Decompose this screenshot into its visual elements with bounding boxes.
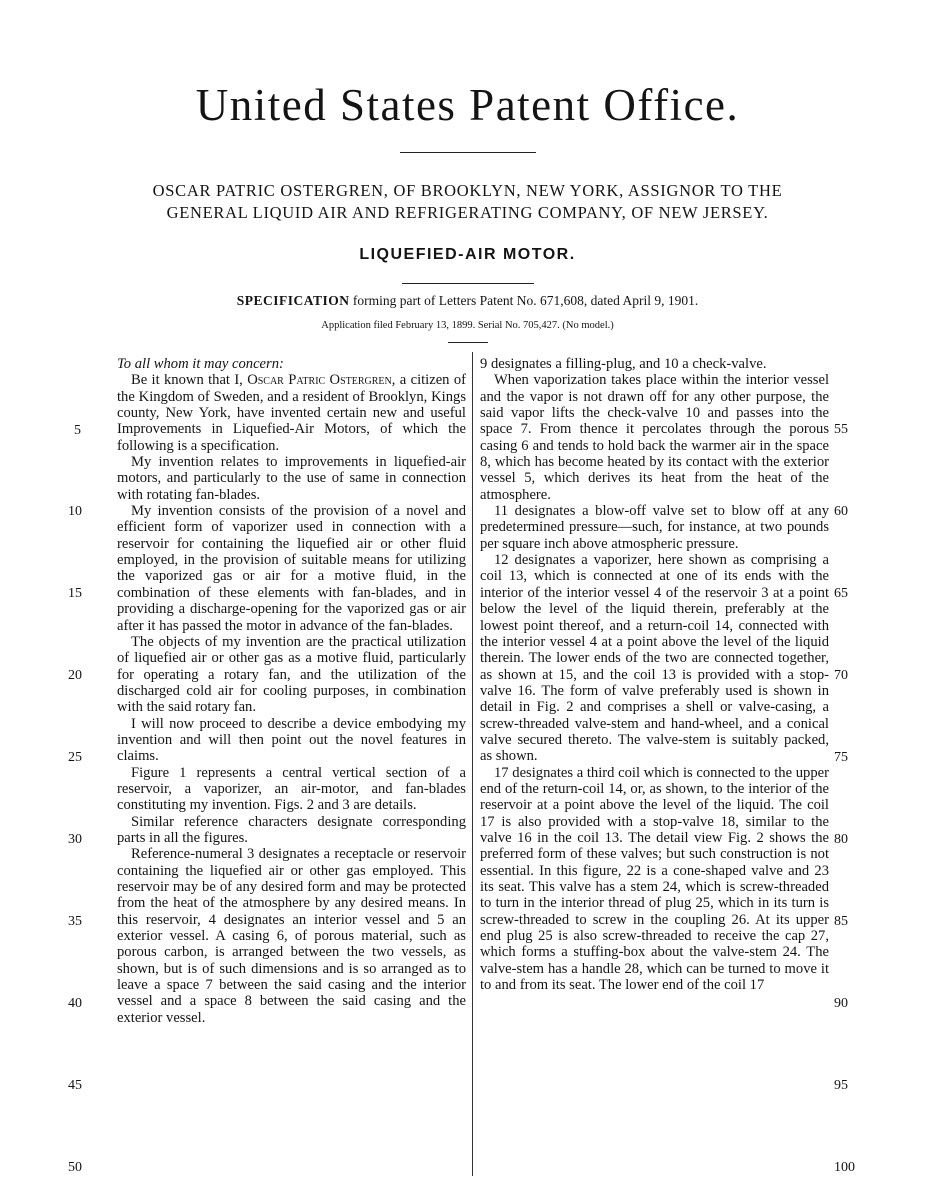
line-number: 60 — [834, 504, 848, 519]
paragraph: 17 designates a third coil which is connected to the upper end of the return-coil 14, or, as shown, to the interior of the reservoir at a point above the level of the liquid. The coil 17 is also provided with a stop-valve 18, similar to the valve 16 in the coil 13. The detail view Fig. 2 shows the preferred form of these valves; but such construction is not essential. In this figure, 22 is a cone-shaped valve and 23 its seat. This valve has a stem 24, which is screw-threaded to turn in the interior thread of plug 25, which in its turn is screw-threaded to screw in the coupling 26. At its upper end plug 25 is also screw-threaded to receive the cap 27, which forms a stuffing-box about the valve-stem 24. The valve-stem has a handle 28, which can be turned to move it to and from its seat. The lower end of the coil 17 — [480, 764, 829, 994]
paragraph: Similar reference characters designate corresponding parts in all the figures. — [117, 813, 466, 846]
paragraph: When vaporization takes place within the interior vessel and the vapor is not drawn off for any other purpose, the said vapor lifts the check-valve 10 and passes into the space 7. From thence it percolates through the porous casing 6 and tends to hold back the warmer air in the space 8, which has become heated by its contact with the exterior vessel 5, which derives its heat from the heat of the atmosphere. — [480, 372, 829, 503]
paragraph: Figure 1 represents a central vertical section of a reservoir, a vaporizer, an air-motor, and fan-blades constituting my invention. Figs. 2 and 3 are details. — [117, 764, 466, 814]
line-number: 55 — [834, 422, 848, 437]
line-number: 85 — [834, 914, 848, 929]
paragraph: The objects of my invention are the practical utilization of liquefied air or other gas as a motive fluid, particularly for operating a rotary fan, and the utilization of the discharged cold air for cooling purposes, in combination with the said rotary fan. — [117, 633, 466, 716]
application-rule — [448, 342, 488, 343]
line-number: 65 — [834, 586, 848, 601]
paragraph: 12 designates a vaporizer, here shown as comprising a coil 13, which is connected at one of its ends with the interior of the interior vessel 4 of the reservoir 3 at a point below the level of the liquid therein, preferably at the lowest point thereof, and a return-coil 14, connected with the interior vessel 4 at a point above the level of the liquid therein. The lower ends of the two are connected together, as shown at 15, and the coil 13 is provided with a stop-valve 16. The form of valve preferably used is shown in detail in Fig. 2 and comprises a shell or valve-casing, a screw-threaded valve-stem and hand-wheel, and a conical valve secured thereto. The valve-stem is suitably packed, as shown. — [480, 552, 829, 765]
salutation: To all whom it may concern: — [117, 356, 284, 372]
line-number: 70 — [834, 668, 848, 683]
specification-line — [40, 293, 895, 309]
inventor-line-2: GENERAL LIQUID AIR AND REFRIGERATING COMPANY, OF NEW JERSEY. — [166, 203, 769, 222]
line-number: 30 — [68, 832, 82, 847]
paragraph: Reference-numeral 3 designates a receptacle or reservoir containing the liquefied air or other gas employed. This reservoir may be of any desired form and may be protected from the heat of the atmosphere by any desired means. In this reservoir, 4 designates an interior vessel and 5 an exterior vessel. A casing 6, of porous material, such as porous carbon, is arranged between the two vessels, as shown, but is of such dimensions and is so arranged as to leave a space 7 between the said casing and the interior vessel and a space 8 between the said casing and the exterior vessel. — [117, 846, 466, 1026]
right-column — [480, 356, 829, 993]
line-number: 75 — [834, 750, 848, 765]
paragraph-rest: , a citizen of the Kingdom of Sweden, and a resident of Brooklyn, Kings county, New York, have invented certain new and useful Improvements in Liquefied-Air Motors, of which the following is a specification. — [117, 372, 466, 454]
inventor-name: Oscar Patric Ostergren — [247, 372, 392, 389]
line-number: 20 — [68, 668, 82, 683]
line-number: 100 — [834, 1160, 855, 1175]
paragraph: My invention consists of the provision of a novel and efficient form of vaporizer used in connection with a reservoir for containing the liquefied air or other fluid employed, in the provision of suitable means for utilizing the vaporized gas or air for a motive fluid, in the combination of these elements with fan-blades, and in providing a discharge-opening for the vaporized gas or air after it has passed the motor in advance of the fan-blades. — [117, 503, 466, 634]
patent-office-heading: United States Patent Office. — [195, 80, 740, 130]
line-number: 5 — [74, 423, 81, 438]
paragraph: 11 designates a blow-off valve set to blow off at any predetermined pressure—such, for instance, at two pounds per square inch above atmospheric pressure. — [480, 503, 829, 552]
patent-title: LIQUEFIED-AIR MOTOR. — [359, 246, 576, 263]
header-rule — [400, 152, 536, 153]
line-number: 10 — [68, 504, 82, 519]
inventor-assignor-block — [60, 180, 875, 224]
line-number: 15 — [68, 586, 82, 601]
paragraph: My invention relates to improvements in liquefied-air motors, and particularly to the use of same in connection with rotating fan-blades. — [117, 454, 466, 503]
column-divider — [472, 352, 473, 1176]
application-line: Application filed February 13, 1899. Serial No. 705,427. (No model.) — [321, 320, 614, 331]
line-number: 25 — [68, 750, 82, 765]
line-number: 45 — [68, 1078, 82, 1093]
inventor-line-1: OSCAR PATRIC OSTERGREN, OF BROOKLYN, NEW YORK, ASSIGNOR TO THE — [152, 181, 783, 200]
left-column — [117, 356, 466, 1026]
line-number: 95 — [834, 1078, 848, 1093]
line-number: 40 — [68, 996, 82, 1011]
paragraph: 9 designates a filling-plug, and 10 a check-valve. — [480, 356, 767, 372]
specification-label: SPECIFICATION — [236, 293, 350, 308]
paragraph — [117, 372, 466, 454]
paragraph-start: Be it known that I, — [131, 372, 243, 389]
paragraph: I will now proceed to describe a device embodying my invention and will then point out the novel features in claims. — [117, 715, 466, 765]
line-number: 80 — [834, 832, 848, 847]
specification-text: forming part of Letters Patent No. 671,608, dated April 9, 1901. — [352, 293, 699, 308]
title-rule — [402, 283, 534, 284]
line-number: 35 — [68, 914, 82, 929]
line-number: 90 — [834, 996, 848, 1011]
line-number: 50 — [68, 1160, 82, 1175]
